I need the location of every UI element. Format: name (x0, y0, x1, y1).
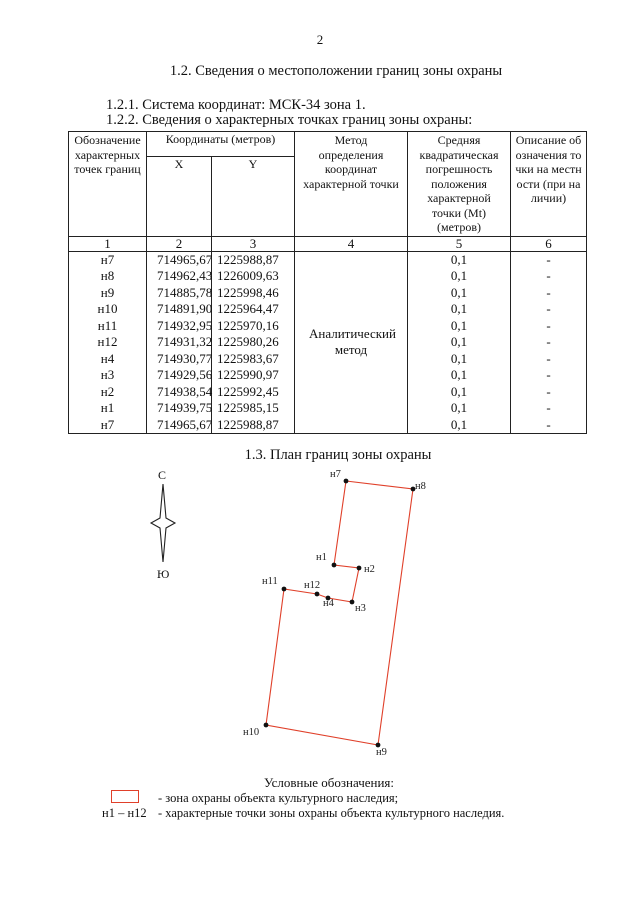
legend-title: Условные обозначения: (264, 775, 395, 790)
header-coordinates: Координаты (метров) (147, 132, 295, 157)
description-cell: - (511, 251, 587, 268)
point-cell: н12 (69, 334, 147, 351)
col-number: 6 (511, 236, 587, 251)
boundary-point-label: н8 (415, 481, 426, 492)
point-cell: н11 (69, 318, 147, 335)
boundary-point-marker (332, 563, 337, 568)
boundary-point-label: н3 (355, 603, 366, 614)
boundary-point-marker (350, 600, 355, 605)
x-cell: 714891,90 (147, 301, 212, 318)
point-cell: н2 (69, 384, 147, 401)
boundary-point-label: н12 (304, 580, 321, 591)
error-cell: 0,1 (408, 251, 511, 268)
error-cell: 0,1 (408, 417, 511, 434)
y-cell: 1225970,16 (212, 318, 295, 335)
description-cell: - (511, 318, 587, 335)
legend-zone-swatch (111, 790, 139, 803)
boundary-point-marker (315, 592, 320, 597)
section-title: 1.2. Сведения о местоположении границ зоны охраны (169, 63, 503, 79)
x-cell: 714939,75 (147, 400, 212, 417)
boundary-point-label: н9 (376, 747, 387, 758)
x-cell: 714965,67 (147, 417, 212, 434)
boundary-point-marker (282, 587, 287, 592)
y-cell: 1225988,87 (212, 417, 295, 434)
point-cell: н7 (69, 251, 147, 268)
y-cell: 1225983,67 (212, 351, 295, 368)
x-cell: 714932,95 (147, 318, 212, 335)
header-method: Метод определения координат характерной точки (295, 132, 408, 237)
legend-zone-text: - зона охраны объекта культурного наследия; (158, 791, 399, 805)
description-cell: - (511, 367, 587, 384)
col-number: 4 (295, 236, 408, 251)
y-cell: 1225964,47 (212, 301, 295, 318)
description-cell: - (511, 417, 587, 434)
points-info-line: 1.2.2. Сведения о характерных точках границ зоны охраны: (106, 112, 473, 128)
header-point: Обозначение характерных точек границ (69, 132, 147, 237)
legend-points-symbol: н1 – н12 (102, 806, 147, 820)
page-number: 2 (316, 32, 324, 47)
boundary-point-label: н11 (262, 576, 278, 587)
error-cell: 0,1 (408, 384, 511, 401)
x-cell: 714930,77 (147, 351, 212, 368)
description-cell: - (511, 400, 587, 417)
header-x: X (147, 156, 212, 236)
x-cell: 714965,67 (147, 251, 212, 268)
boundary-point-label: н2 (364, 564, 375, 575)
plan-title: 1.3. План границ зоны охраны (244, 447, 432, 463)
coordinate-system-line: 1.2.1. Система координат: МСК-34 зона 1. (106, 97, 366, 113)
point-cell: н10 (69, 301, 147, 318)
error-cell: 0,1 (408, 301, 511, 318)
header-error: Средняя квадратическая погрешность положения характерной точки (Mt) (метров) (408, 132, 511, 237)
error-cell: 0,1 (408, 268, 511, 285)
y-cell: 1225992,45 (212, 384, 295, 401)
col-number: 5 (408, 236, 511, 251)
y-cell: 1225998,46 (212, 285, 295, 302)
x-cell: 714931,32 (147, 334, 212, 351)
point-cell: н4 (69, 351, 147, 368)
y-cell: 1225990,97 (212, 367, 295, 384)
legend-points-text: - характерные точки зоны охраны объекта культурного наследия. (158, 806, 505, 820)
x-cell: 714885,78 (147, 285, 212, 302)
description-cell: - (511, 301, 587, 318)
header-y: Y (212, 156, 295, 236)
compass-south-label: Ю (157, 567, 170, 581)
error-cell: 0,1 (408, 334, 511, 351)
y-cell: 1225980,26 (212, 334, 295, 351)
protection-zone-boundary (266, 481, 413, 745)
compass-north-label: С (158, 468, 167, 482)
y-cell: 1226009,63 (212, 268, 295, 285)
point-cell: н1 (69, 400, 147, 417)
point-cell: н8 (69, 268, 147, 285)
x-cell: 714962,43 (147, 268, 212, 285)
boundary-point-label: н4 (323, 598, 334, 609)
description-cell: - (511, 384, 587, 401)
description-cell: - (511, 268, 587, 285)
boundary-point-marker (264, 723, 269, 728)
description-cell: - (511, 351, 587, 368)
error-cell: 0,1 (408, 367, 511, 384)
col-number: 1 (69, 236, 147, 251)
error-cell: 0,1 (408, 400, 511, 417)
point-cell: н3 (69, 367, 147, 384)
error-cell: 0,1 (408, 318, 511, 335)
boundary-point-label: н7 (330, 469, 341, 480)
y-cell: 1225985,15 (212, 400, 295, 417)
boundary-point-label: н10 (243, 727, 260, 738)
boundary-point-marker (344, 479, 349, 484)
col-number: 2 (147, 236, 212, 251)
point-cell: н7 (69, 417, 147, 434)
header-description: Описание обозначения точки на местности (при наличии) (511, 132, 587, 237)
error-cell: 0,1 (408, 351, 511, 368)
x-cell: 714938,54 (147, 384, 212, 401)
col-number: 3 (212, 236, 295, 251)
boundary-point-marker (357, 566, 362, 571)
description-cell: - (511, 285, 587, 302)
method-cell: Аналитический метод (295, 251, 408, 434)
x-cell: 714929,56 (147, 367, 212, 384)
y-cell: 1225988,87 (212, 251, 295, 268)
description-cell: - (511, 334, 587, 351)
boundary-point-label: н1 (316, 552, 327, 563)
point-cell: н9 (69, 285, 147, 302)
error-cell: 0,1 (408, 285, 511, 302)
